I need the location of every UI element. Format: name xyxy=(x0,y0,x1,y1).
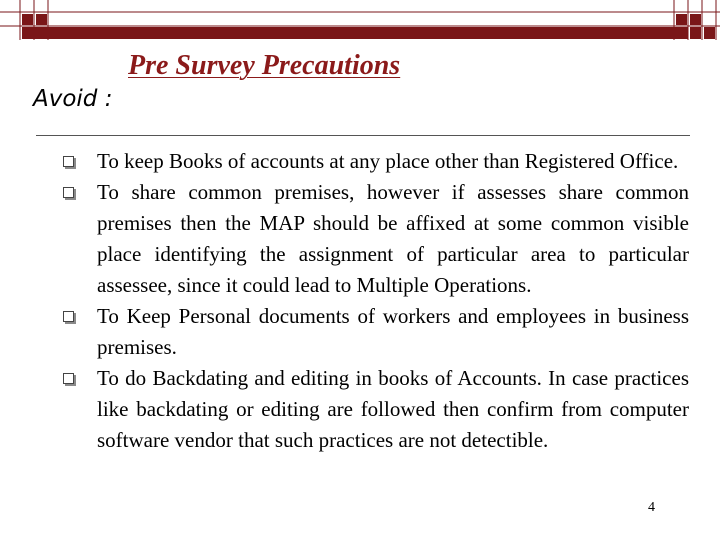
bullet-item xyxy=(63,177,689,301)
bullet-list xyxy=(63,146,689,456)
header-grid-decoration xyxy=(0,0,720,40)
avoid-heading: Avoid : xyxy=(33,86,113,112)
bullet-text: To share common premises, however if assesses share common premises then the MAP should be affixed at some common visible place identifying the assignment of particular area to particular assessee, since it could lead to Multiple Operations. xyxy=(97,180,689,297)
bullet-text: To do Backdating and editing in books of Accounts. In case practices like backdating or editing are followed then confirm from computer software vendor that such practices are not detectible. xyxy=(97,366,689,452)
title-divider xyxy=(36,135,690,136)
bullet-text: To Keep Personal documents of workers and employees in business premises. xyxy=(97,304,689,359)
square-bullet-icon xyxy=(63,187,74,198)
bullet-item xyxy=(63,146,689,177)
square-bullet-icon xyxy=(63,311,74,322)
bullet-text: To keep Books of accounts at any place other than Registered Office. xyxy=(97,149,679,173)
bullet-item xyxy=(63,363,689,456)
slide-title: Pre Survey Precautions xyxy=(128,50,401,81)
square-bullet-icon xyxy=(63,373,74,384)
square-bullet-icon xyxy=(63,156,74,167)
slide-number: 4 xyxy=(648,500,655,515)
bullet-item xyxy=(63,301,689,363)
